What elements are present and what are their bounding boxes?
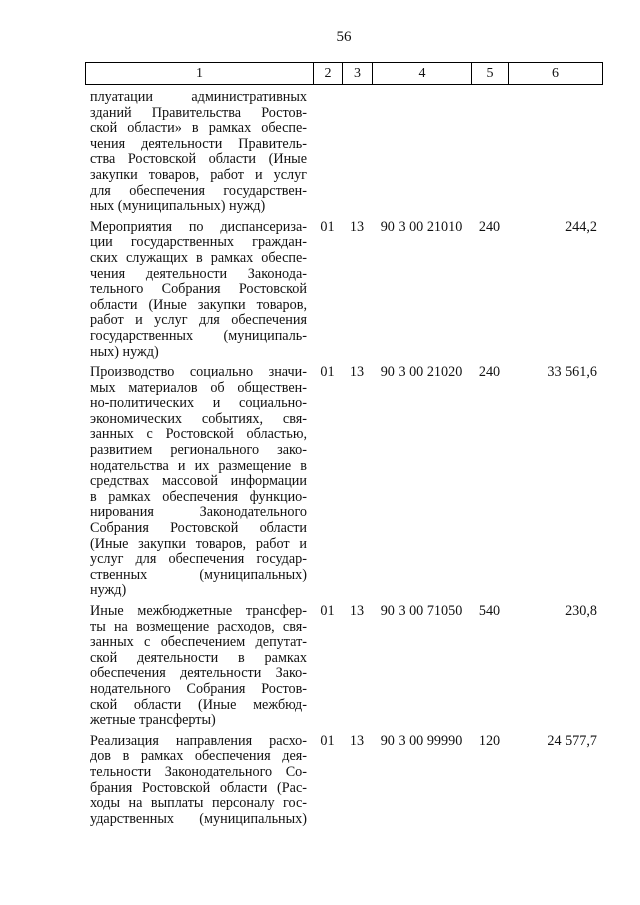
expense-type-cell: 120 [478, 732, 501, 749]
column-header-4: 4 [372, 63, 471, 84]
amount-cell: 244,2 [565, 218, 597, 235]
amount-cell: 33 561,6 [547, 364, 597, 381]
description-line: тельного Собрания Ростовской [90, 281, 307, 298]
description-line: ственных (муниципальных) [90, 566, 307, 583]
row-description [85, 85, 313, 218]
description-line: чения деятельности Правитель- [90, 135, 307, 152]
description-line: дов в рамках обеспечения дея- [90, 748, 307, 765]
description-line: ской области» в рамках обеспе- [90, 120, 307, 137]
section-code-cell [313, 85, 342, 218]
description-line: развитием регионального зако- [90, 442, 307, 459]
description-line: ской деятельности в рамках [90, 649, 307, 666]
description-line: для обеспечения государствен- [90, 182, 307, 199]
description-line: занных с обеспечением депутат- [90, 634, 307, 651]
section-code-cell: 01 [320, 603, 335, 619]
description-line: закупки товаров, работ и услуг [90, 166, 307, 183]
subsection-code-cell: 13 [349, 603, 365, 619]
description-line: чения деятельности Законода- [90, 265, 307, 282]
description-line: Иные межбюджетные трансфер- [90, 603, 307, 619]
table-row [85, 218, 603, 363]
description-line: (Иные закупки товаров, работ и [90, 535, 307, 552]
subsection-code-cell [342, 85, 372, 218]
description-line: услуг для обеспечения государ- [90, 551, 307, 568]
description-line: ных) нужд) [90, 343, 159, 360]
description-line: брания Ростовской области (Рас- [90, 779, 307, 796]
description-line: нужд) [90, 582, 127, 599]
description-line: зданий Правительства Ростов- [90, 104, 307, 121]
table-row [85, 732, 603, 831]
description-line: ударственных (муниципальных) [90, 810, 307, 827]
amount-cell [508, 85, 603, 218]
subsection-code-cell: 13 [349, 732, 365, 749]
budget-table [85, 62, 603, 830]
description-line: ции государственных граждан- [90, 234, 307, 251]
description-line: Производство социально значи- [90, 364, 307, 381]
column-header-2: 2 [313, 63, 342, 84]
description-line: Собрания Ростовской области [90, 520, 307, 537]
description-line: мых материалов об обществен- [90, 379, 307, 396]
section-code-cell: 01 [320, 218, 335, 235]
description-line: занных с Ростовской областью, [90, 426, 307, 443]
table-row [85, 85, 603, 218]
description-line: экономических событиях, свя- [90, 410, 307, 427]
table-body [85, 85, 603, 830]
description-line: ты на возмещение расходов, свя- [90, 618, 307, 635]
section-code-cell: 01 [320, 364, 335, 381]
description-line: средствах массовой информации [90, 473, 307, 490]
description-line: жетные трансферты) [90, 712, 216, 729]
description-line: ской области (Иные межбюд- [90, 696, 307, 713]
row-description [85, 363, 313, 602]
program-code-cell: 90 3 00 21010 [380, 218, 463, 235]
description-line: тельности Законодательного Со- [90, 763, 307, 780]
description-line: государственных (муниципаль- [90, 327, 307, 344]
column-header-3: 3 [342, 63, 372, 84]
amount-cell: 24 577,7 [547, 732, 597, 749]
description-line: ных (муниципальных) нужд) [90, 198, 266, 215]
expense-type-cell [471, 85, 508, 218]
subsection-code-cell: 13 [349, 364, 365, 381]
program-code-cell: 90 3 00 99990 [380, 732, 463, 749]
description-line: ства Ростовской области (Иные [90, 151, 307, 168]
row-description [85, 602, 313, 732]
column-header-1: 1 [196, 66, 203, 81]
column-header-5: 5 [471, 63, 508, 84]
table-row [85, 363, 603, 602]
program-code-cell: 90 3 00 21020 [380, 364, 463, 381]
section-code-cell: 01 [320, 732, 335, 749]
row-description [85, 732, 313, 831]
description-line: ходы на выплаты персоналу гос- [90, 795, 307, 812]
description-line: ских служащих в рамках обеспе- [90, 249, 307, 266]
program-code-cell [372, 85, 471, 218]
table-header-row [85, 62, 603, 85]
description-line: но-политических и социально- [90, 395, 307, 412]
description-line: нирования Законодательного [90, 504, 307, 521]
description-line: области (Иные закупки товаров, [90, 296, 307, 313]
subsection-code-cell: 13 [349, 218, 365, 235]
expense-type-cell: 240 [478, 218, 501, 235]
description-line: Мероприятия по диспансериза- [90, 218, 307, 235]
description-line: плуатации административных [90, 89, 307, 105]
description-line: нодательного Собрания Ростов- [90, 680, 307, 697]
column-header-6: 6 [508, 63, 602, 84]
page-number: 56 [336, 29, 352, 45]
description-line: обеспечения деятельности Зако- [90, 665, 307, 682]
row-description [85, 218, 313, 363]
description-line: в рамках обеспечения функцио- [90, 488, 307, 505]
description-line: работ и услуг для обеспечения [90, 312, 307, 329]
program-code-cell: 90 3 00 71050 [380, 603, 463, 619]
table-row [85, 602, 603, 732]
expense-type-cell: 240 [478, 364, 501, 381]
description-line: нодательства и их размещение в [90, 457, 307, 474]
expense-type-cell: 540 [478, 603, 501, 619]
amount-cell: 230,8 [565, 603, 597, 619]
description-line: Реализация направления расхо- [90, 732, 307, 749]
